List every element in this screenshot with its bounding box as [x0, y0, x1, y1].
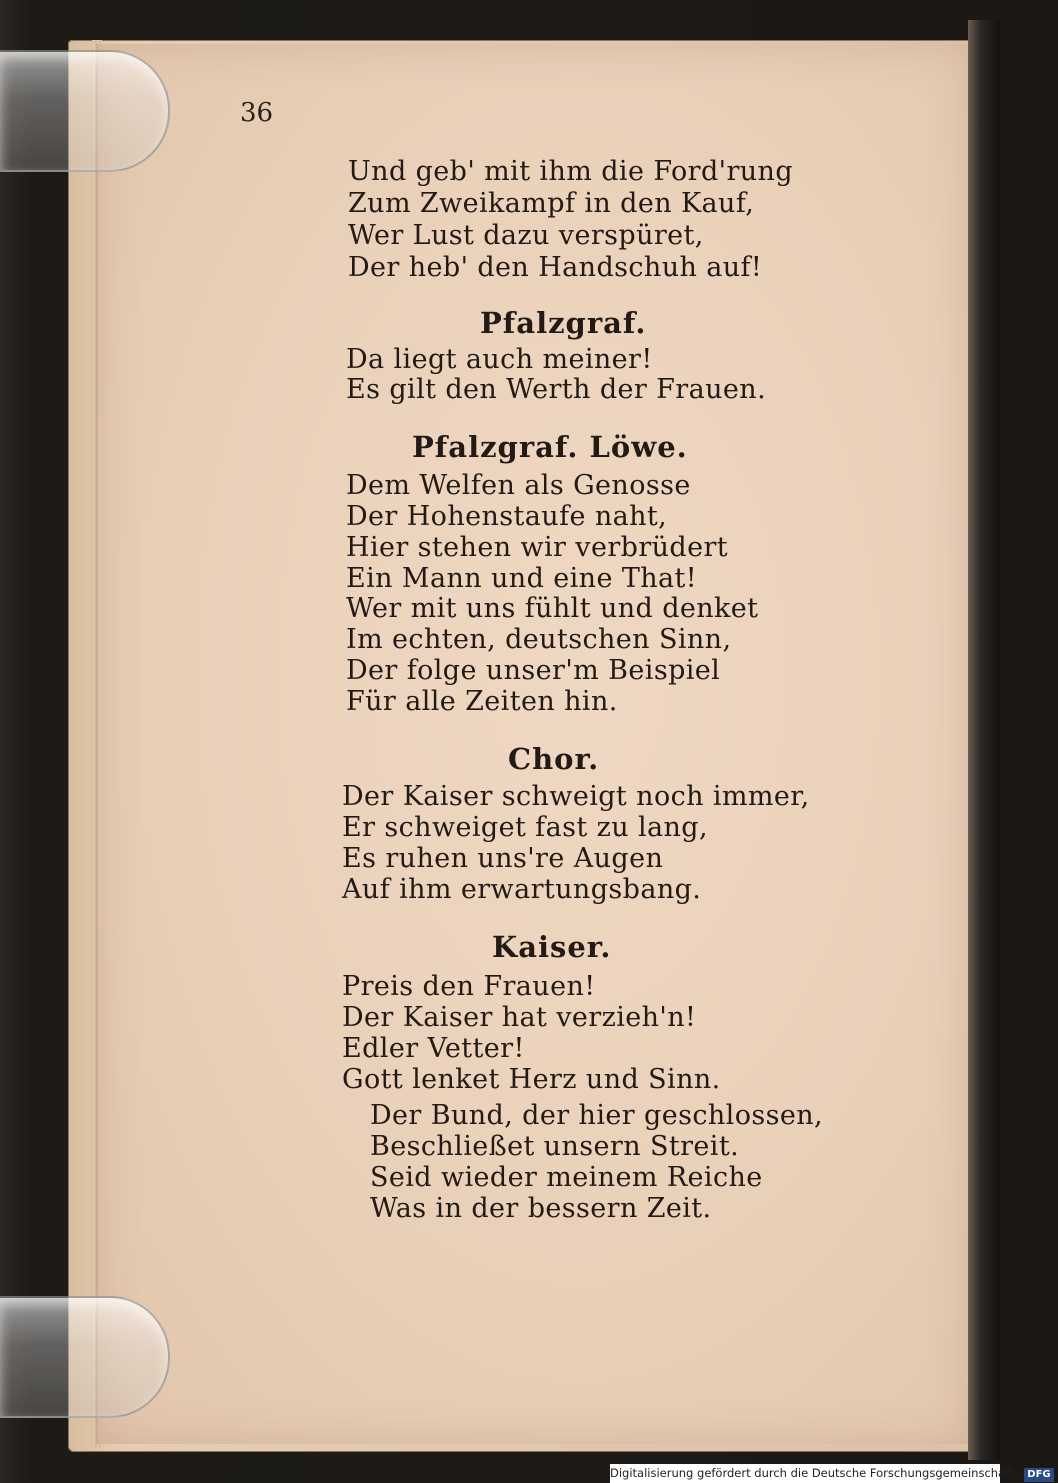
verse-line: Seid wieder meinem Reiche	[370, 1162, 763, 1193]
speaker-heading: Kaiser.	[492, 930, 612, 964]
verse-line: Da liegt auch meiner!	[346, 344, 653, 375]
speaker-heading: Pfalzgraf. Löwe.	[412, 430, 688, 464]
verse-line: Der folge unser'm Beispiel	[346, 655, 721, 686]
verse-line: Wer Lust dazu verspüret,	[348, 220, 704, 251]
verse-line: Der heb' den Handschuh auf!	[348, 252, 763, 283]
dfg-logo-icon: DFG	[1024, 1468, 1053, 1482]
verse-line: Der Kaiser schweigt noch immer,	[342, 781, 810, 812]
verse-line: Preis den Frauen!	[342, 971, 596, 1002]
verse-line: Der Kaiser hat verzieh'n!	[342, 1002, 697, 1033]
verse-line: Auf ihm erwartungsbang.	[342, 874, 702, 905]
page-number: 36	[240, 98, 274, 128]
verse-line: Gott lenket Herz und Sinn.	[342, 1064, 721, 1095]
verse-line: Im echten, deutschen Sinn,	[346, 624, 732, 655]
verse-line: Es ruhen uns're Augen	[342, 843, 664, 874]
speaker-heading: Pfalzgraf.	[480, 306, 647, 340]
verse-line: Es gilt den Werth der Frauen.	[346, 374, 767, 405]
verse-line: Er schweiget fast zu lang,	[342, 812, 708, 843]
verse-line: Wer mit uns fühlt und denket	[346, 593, 759, 624]
verse-line: Dem Welfen als Genosse	[346, 470, 691, 501]
verse-line: Zum Zweikampf in den Kauf,	[348, 188, 755, 219]
verse-line: Der Hohenstaufe naht,	[346, 501, 668, 532]
verse-line: Hier stehen wir verbrüdert	[346, 532, 729, 563]
verse-line: Beschließet unsern Streit.	[370, 1131, 740, 1162]
verse-line: Ein Mann und eine That!	[346, 563, 698, 594]
verse-line: Edler Vetter!	[342, 1033, 525, 1064]
verse-line: Für alle Zeiten hin.	[346, 686, 618, 717]
digitization-footer	[610, 1464, 1051, 1483]
footer-text: Digitalisierung gefördert durch die Deutsche Forschungsgemeinschaft -	[610, 1466, 1022, 1480]
verse-line: Der Bund, der hier geschlossen,	[370, 1100, 824, 1131]
verse-line: Was in der bessern Zeit.	[370, 1193, 712, 1224]
verse-line: Und geb' mit ihm die Ford'rung	[348, 156, 794, 187]
speaker-heading: Chor.	[508, 742, 600, 776]
